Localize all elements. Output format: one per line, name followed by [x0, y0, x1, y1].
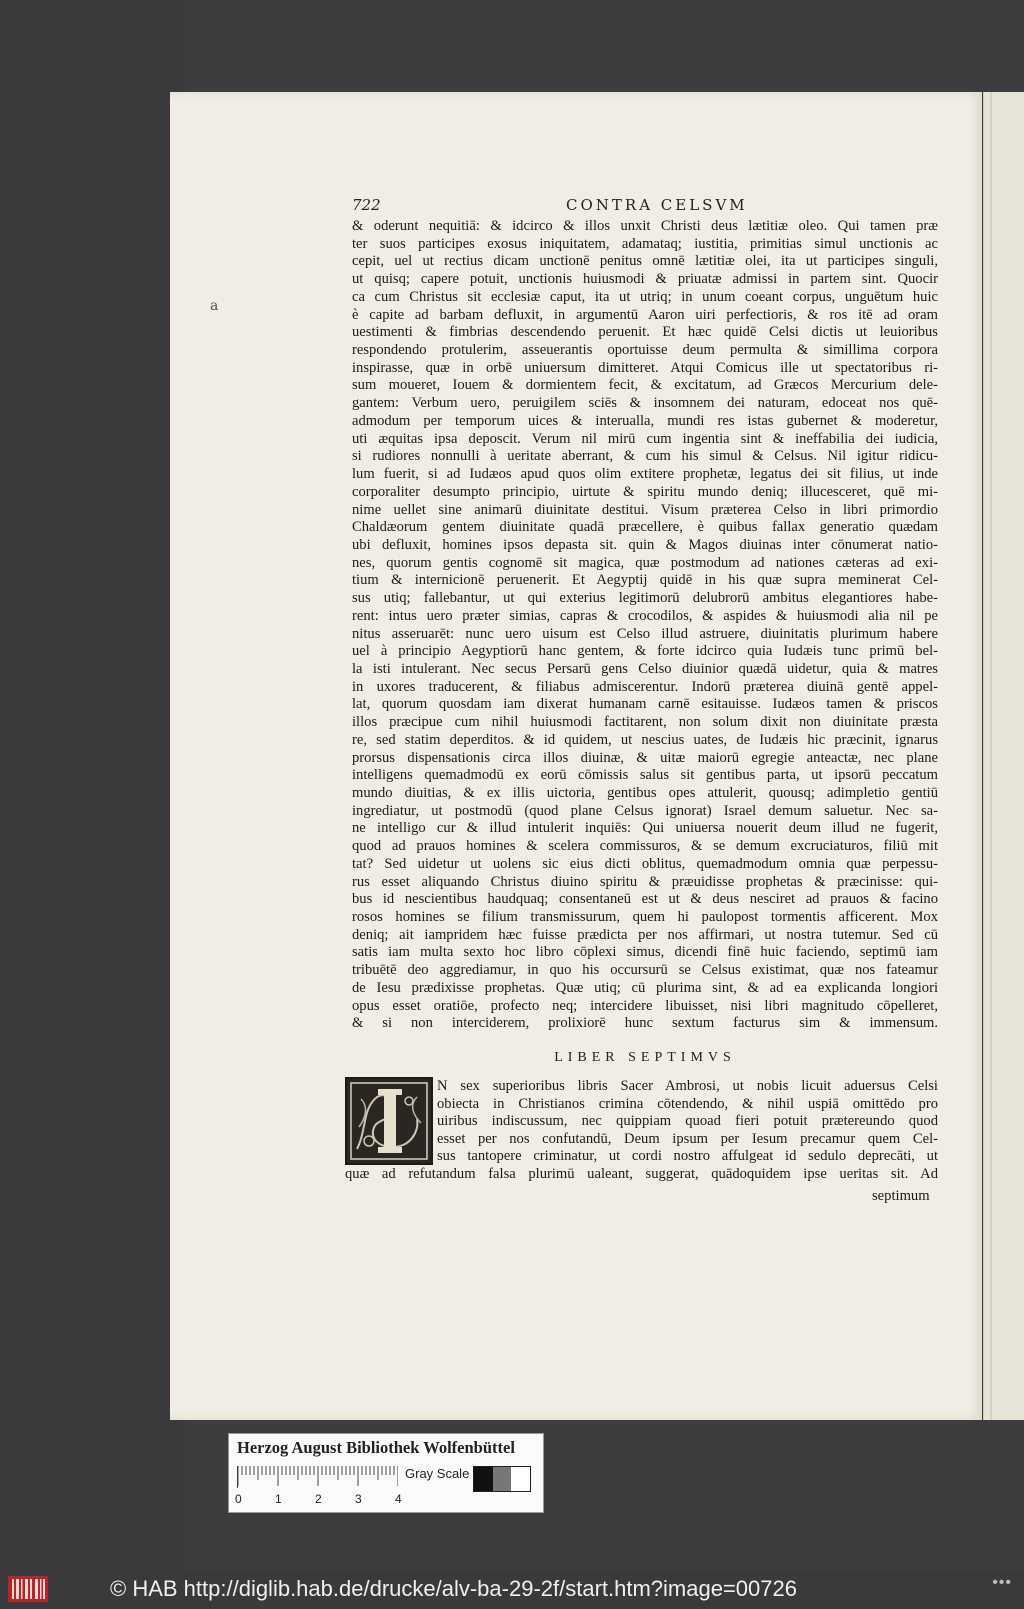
- text-line: illos præcipue cum nihil huiusmodi factitarent, non solum dixit non diuinitate præsta: [352, 714, 938, 731]
- text-line: sus tantopere criminatur, ut cordi nostro affulgeat id sedulo deprecāti, ut: [437, 1148, 938, 1165]
- text-line: uti æquitas ipsa deposcit. Verum nil mirū cum ingentia sint & ineffabilia dei iudicia,: [352, 430, 938, 447]
- ruler-ticks: [238, 1466, 398, 1488]
- gray-swatch: [473, 1466, 531, 1492]
- text-line: mundo diuitias, & ex illis uictoria, gentibus opes attulerit, quousq; adimpletio gentiū: [352, 785, 938, 801]
- gray-scale-label: Gray Scale: [405, 1466, 470, 1481]
- full-width-text-block: [345, 1166, 938, 1184]
- text-line: uel à principio Aegyptiorū hanc gentem, & forte idcirco quia Iudæis tunc primū bel-: [352, 643, 938, 660]
- ruler-number: 0: [235, 1492, 242, 1506]
- text-line: ca cum Christus sit ecclesiæ caput, ita ut utriq; in unum coeant corpus, unguētum huic: [352, 288, 938, 305]
- ruler-number: 1: [275, 1492, 282, 1506]
- margin-note: a: [210, 298, 219, 314]
- text-line: tium & internicionē peruenerit. Et Aegyptij quidē in his quæ supra meminerat Cel-: [352, 572, 938, 589]
- text-line: gantem: Verbum uero, peruigilem sciēs & insomnem dei naturam, edoceat nos quē-: [352, 395, 938, 412]
- text-line: la isti intulerant. Nec secus Persarū gens Celso diuinior quædā uidetur, quia & matres: [352, 660, 938, 677]
- text-line: lum fuerit, si ad Iudæos apud quos olim extitere prophetæ, legatus dei sit filius, ut inde: [352, 466, 938, 483]
- text-line: inspirasse, quæ in orbē uniuersum dimitteret. Atqui Comicus ille ut spectatoribus ri-: [352, 359, 938, 376]
- text-line: ingrediatur, ut postmodū (quod plane Celsus ignorat) Israel demum saluetur. Nec sa-: [352, 802, 938, 819]
- text-line: in uxores traducerent, & filiabus admiscerentur. Indorū præterea diuinā gentē appel-: [352, 678, 938, 695]
- indented-text-block: [437, 1078, 938, 1166]
- running-head: [352, 196, 938, 216]
- running-title: CONTRA CELSVM: [566, 196, 748, 214]
- text-line: lat, quorum quosdam iam dixerat humanam carnē esitauisse. Iudæos tamen & priscos: [352, 696, 938, 713]
- text-line: obiecta in Christianos crimina cōtendendo, & nihil uspiā omittēdo pro: [437, 1095, 938, 1112]
- text-line: nes, quorum gentis cognomē sit magica, quæ postmodum ad nationes cæteras ad exi-: [352, 554, 938, 571]
- text-line: & si non interciderem, prolixiorē hunc sextum facturus sim & immensum.: [352, 1015, 938, 1032]
- text-line: uiribus indiscussum, nec quippiam quoad fieri potuit prætereundo quod: [437, 1113, 938, 1130]
- text-line: uestimenti & fimbrias descendendo peruenit. Et hæc quidē Celsi dictis ut leuioribus: [352, 324, 938, 341]
- text-line: admodum per temporum uices & interualla, mundi res istas gubernet & moderetur,: [352, 412, 938, 429]
- text-line: respondendo protulerim, asseuerantis oportuisse deum permulta & simillima corpora: [352, 342, 938, 359]
- viewer-background: [0, 0, 185, 1570]
- text-line: bus id nescientibus haudquaq; consentaneū est ut & deus nesciret ad prauos & facino: [352, 891, 938, 908]
- decorated-initial: [345, 1077, 433, 1165]
- text-line: nime uellet sine animarū diuinitate destitui. Visum præterea Celso in libri primordio: [352, 501, 938, 518]
- more-icon[interactable]: •••: [992, 1574, 1012, 1591]
- color-scale-card: [228, 1433, 544, 1513]
- ruler-number: 4: [395, 1492, 402, 1506]
- page-number: 722: [352, 196, 381, 214]
- text-line: nitus asseruarēt: nunc uero uisum est Celso illud astruere, diuinitatis plurimum habere: [352, 625, 938, 642]
- text-line: tribuētē deo aggrediamur, in quo his occursurū se Celsus existimat, quæ nos fateamur: [352, 962, 938, 979]
- page-edge: [983, 92, 1024, 1420]
- text-line: quæ ad refutandum falsa plurimū ualeant, suggerat, quādoquidem ipse ueritas sit. Ad: [345, 1166, 938, 1182]
- initial-ornament-icon: [347, 1079, 431, 1163]
- text-line: sus utiq; fallebantur, ut qui exterius legitimorū delubrorū ambitus elegantiores habe-: [352, 590, 938, 607]
- text-line: ne intelligo cur & illud intulerit inquiēs: Qui uniuersa nouerit deum illud ne fugerit,: [352, 820, 938, 837]
- main-text-block: [352, 218, 938, 1033]
- text-line: ut quisq; capere potuit, unctionis huiusmodi & priuatæ admissi in partem sint. Quocir: [352, 271, 938, 288]
- text-line: ubi defluxit, homines ipsos depasta sit. quin & Magos diuinas inter cōnumerat natio-: [352, 536, 938, 553]
- text-line: è capite ad barbam defluxit, in argumentū Aaron uiri perfectioris, & ros itē ad oram: [352, 306, 938, 323]
- text-line: sum moueret, Iouem & dormientem fecit, & excitatum, ad Græcos Mercurium dele-: [352, 377, 938, 394]
- ruler-number: 2: [315, 1492, 322, 1506]
- text-line: quod ad prauos homines & scelera commissuros, & se demum excruciaturos, filiū mit: [352, 838, 938, 855]
- text-line: N sex superioribus libris Sacer Ambrosi, ut nobis licuit aduersus Celsi: [437, 1078, 938, 1094]
- text-line: corporaliter desumpto principio, uirtute & spiritu mundo deniq; illucesceret, quē mi-: [352, 483, 938, 500]
- source-url[interactable]: © HAB http://diglib.hab.de/drucke/alv-ba-29-2f/start.htm?image=00726: [110, 1576, 797, 1601]
- text-line: deniq; ait iampridem hæc fuisse prædicta per nos affirmari, ut nostra tutemur. Sed cū: [352, 926, 938, 943]
- text-line: intelligens quemadmodū ex eorū cōmissis salus sit gentibus parta, ut ipsorū peccatum: [352, 767, 938, 784]
- text-line: & oderunt nequitiā: & idcirco & illos unxit Christi deus lætitiæ oleo. Qui tamen præ: [352, 218, 938, 234]
- ruler: [237, 1466, 398, 1488]
- text-line: re, sed statim deperditos. & id quidem, ut nescius uates, de Iudæis hic præcinit, ignarus: [352, 731, 938, 748]
- text-line: tat? Sed uidetur ut uolens sic eius dicti oblitus, quemadmodum omnia quæ perpessu-: [352, 855, 938, 872]
- book-heading: LIBER SEPTIMVS: [554, 1050, 736, 1065]
- catchword: septimum: [872, 1188, 930, 1204]
- gray-swatch-cell: [511, 1467, 530, 1491]
- gray-swatch-cell: [474, 1467, 493, 1491]
- text-line: prorsus dispensationis circa illos diuinæ, & uitæ maiorū egregie anteactæ, nec plane: [352, 749, 938, 766]
- text-line: rent: intus uero præter simias, capras & crocodilos, & aspides & huiusmodi alia nil pe: [352, 607, 938, 624]
- footer-bar: [0, 1570, 1024, 1609]
- barcode-icon: [8, 1576, 48, 1602]
- text-line: rosos homines se filium transmissurum, quem hi paulopost tormentis afficerent. Mox: [352, 909, 938, 926]
- text-line: rus esset aliquando Christus diuino spiritu & præuidisse prophetas & præcinisse: qui-: [352, 873, 938, 890]
- text-line: si rudiores nonnulli à ueritate aberrant, & cum his simul & Celsus. Nil igitur ridicu-: [352, 448, 938, 465]
- ruler-number: 3: [355, 1492, 362, 1506]
- text-line: esset per nos confutandū, Deum ipsum per Iesum precamur quem Cel-: [437, 1130, 938, 1147]
- text-line: Chaldæorum gentem diuinitate quadā præcellere, è quibus fallax generatio quædam: [352, 519, 938, 536]
- library-name: Herzog August Bibliothek Wolfenbüttel: [237, 1438, 515, 1457]
- text-line: cepit, uel ut rectius dicam unctionē penitus omnē lætitiæ olei, ita ut participes singuli,: [352, 253, 938, 270]
- text-line: de Iesu prædixisse prophetas. Quæ utiq; cū plurima sint, & ad ea explicanda longiori: [352, 979, 938, 996]
- text-line: satis iam multa sexto hoc libro cōplexi simus, dicendi finē huic faciendo, septimū iam: [352, 944, 938, 961]
- text-line: ter suos participes exosus iniquitatem, adamataq; iustitia, primitias simul unctionis ac: [352, 235, 938, 252]
- text-line: opus esset oratiōe, profecto neq; intercidere libuisset, nisi libri magnitudo cōpelleret,: [352, 997, 938, 1014]
- gray-swatch-cell: [493, 1467, 512, 1491]
